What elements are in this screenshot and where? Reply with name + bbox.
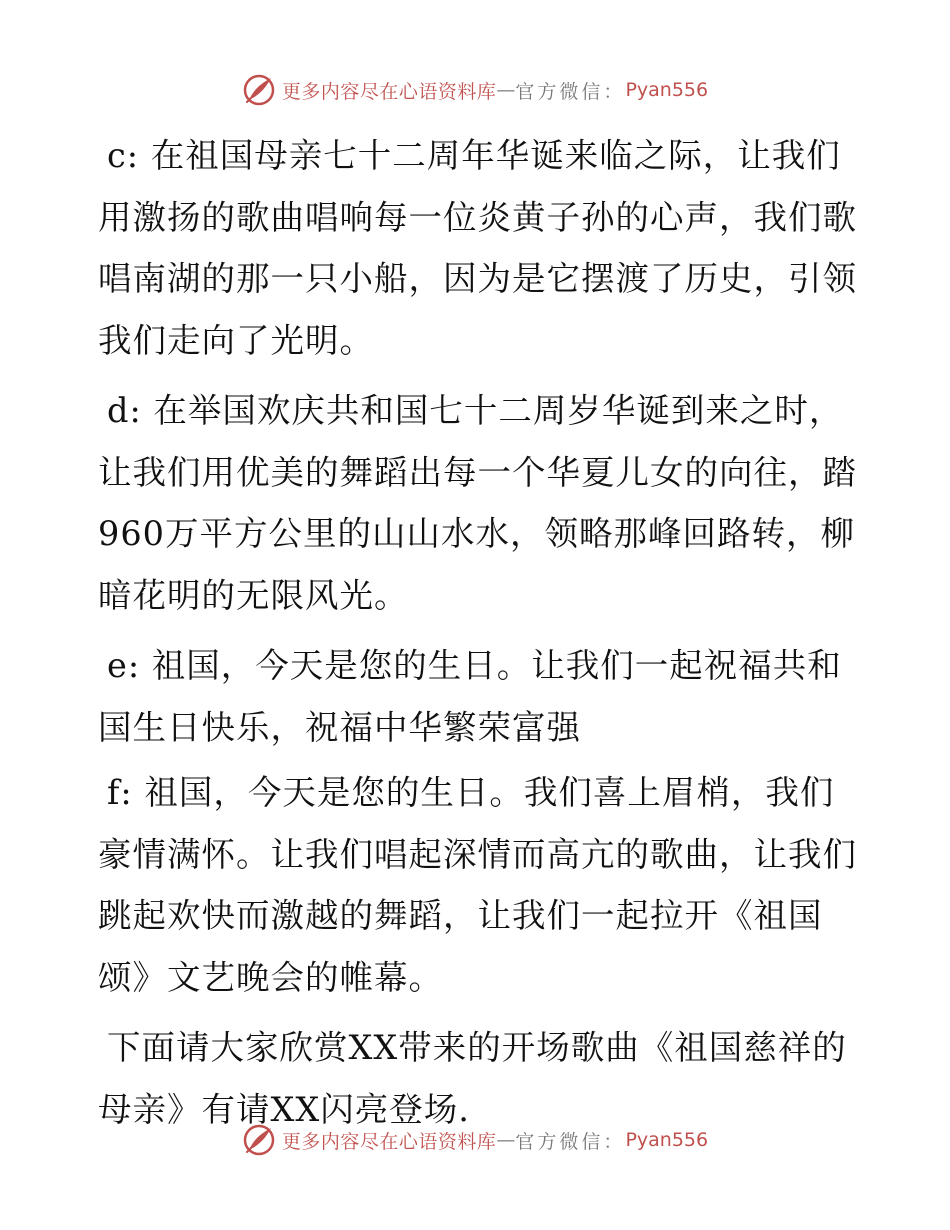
banner-official-label: 官方微信： <box>515 1130 626 1153</box>
paragraph-d: d: 在举国欢庆共和国七十二周岁华诞到来之时，让我们用优美的舞蹈出每一个华夏儿女的向往，踏960万平方公里的山山水水，领略那峰回路转，柳暗花明的无限风光。 <box>98 391 857 615</box>
footer-banner <box>0 1122 950 1158</box>
header-banner <box>0 72 950 108</box>
banner-wechat-id: Pyan556 <box>625 79 709 101</box>
paragraph-f: f: 祖国，今天是您的生日。我们喜上眉梢，我们豪情满怀。让我们唱起深情而高亢的歌曲，让我们跳起欢快而激越的舞蹈，让我们一起拉开《祖国颂》文艺晚会的帷幕。 <box>98 773 857 997</box>
banner-wechat-id: Pyan556 <box>625 1129 709 1151</box>
document-body <box>98 125 858 1149</box>
quill-pen-seal-icon <box>242 1123 276 1157</box>
banner-main-text: 更多内容尽在心语资料库 <box>281 1130 497 1153</box>
paragraph-e: e: 祖国，今天是您的生日。让我们一起祝福共和国生日快乐，祝福中华繁荣富强 <box>98 646 842 747</box>
banner-official-label: 官方微信： <box>515 80 626 103</box>
paragraph-closing: 下面请大家欣赏XX带来的开场歌曲《祖国慈祥的母亲》有请XX闪亮登场. <box>98 1028 847 1129</box>
quill-pen-seal-icon <box>242 73 276 107</box>
banner-separator: — <box>496 79 516 101</box>
banner-main-text: 更多内容尽在心语资料库 <box>281 80 497 103</box>
paragraph-c: c: 在祖国母亲七十二周年华诞来临之际，让我们用激扬的歌曲唱响每一位炎黄子孙的心声，我们歌唱南湖的那一只小船，因为是它摆渡了历史，引领我们走向了光明。 <box>98 136 857 360</box>
banner-separator: — <box>496 1129 516 1151</box>
